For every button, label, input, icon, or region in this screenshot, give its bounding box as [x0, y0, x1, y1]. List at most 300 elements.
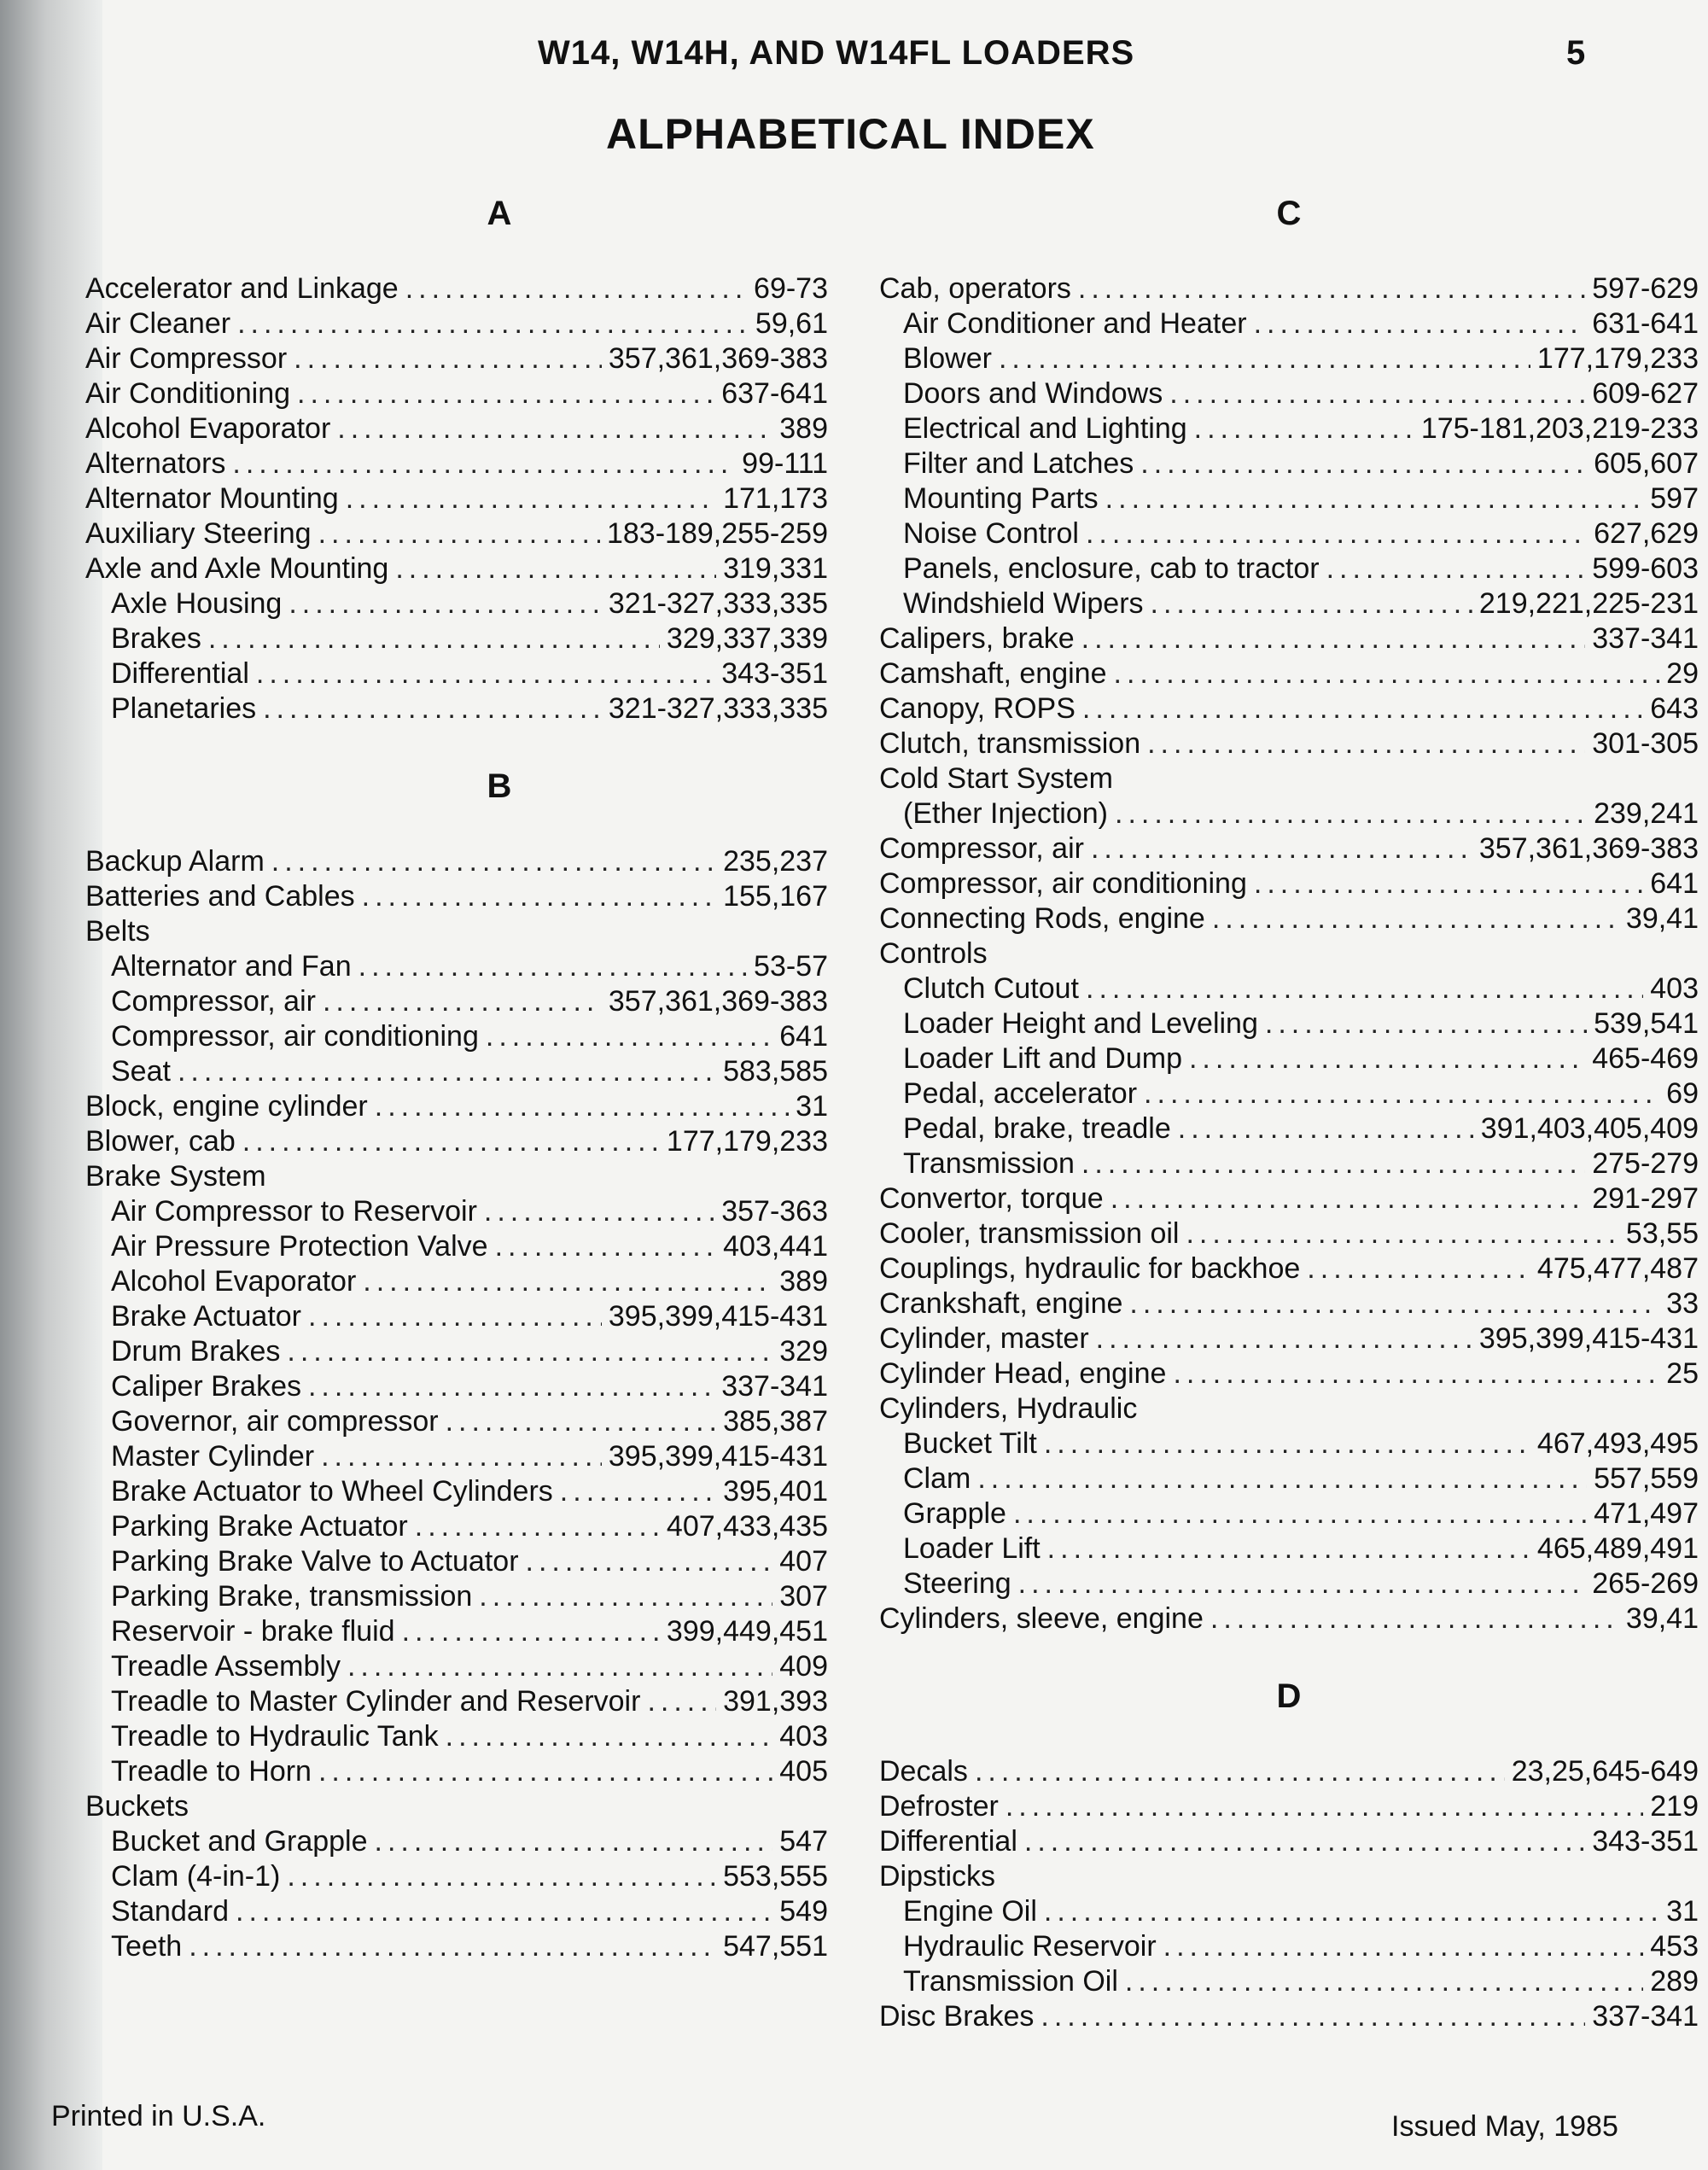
index-entry	[85, 1684, 828, 1719]
leader-dots	[242, 1124, 660, 1159]
entry-text: Air Conditioner and Heater	[903, 307, 1247, 340]
index-entry	[879, 831, 1699, 866]
entry-text: Drum Brakes	[111, 1335, 281, 1368]
leader-dots	[975, 1754, 1505, 1789]
entry-page-ref: 53-57	[754, 950, 828, 983]
index-entry	[879, 376, 1699, 411]
entry-page-ref: 183-189,255-259	[606, 517, 828, 550]
leader-dots	[446, 1719, 773, 1754]
index-entry	[879, 1894, 1699, 1929]
entry-page-ref: 31	[1666, 1895, 1699, 1928]
entry-page-ref: 69	[1666, 1077, 1699, 1110]
leader-dots	[1086, 516, 1587, 551]
entry-page-ref: 329,337,339	[666, 622, 828, 655]
leader-dots	[1265, 1006, 1587, 1041]
entry-text: Brake Actuator to Wheel Cylinders	[111, 1475, 553, 1508]
index-entry	[879, 691, 1699, 726]
entry-page-ref: 343-351	[721, 657, 828, 690]
index-entry	[879, 1286, 1699, 1321]
entry-text: Planetaries	[111, 692, 257, 725]
leader-dots	[308, 1299, 602, 1334]
leader-dots	[337, 411, 772, 446]
entry-page-ref: 319,331	[723, 552, 828, 585]
index-entry	[879, 1181, 1699, 1216]
leader-dots	[977, 1461, 1587, 1496]
index-entry	[85, 341, 828, 376]
entry-text: Noise Control	[903, 517, 1079, 550]
leader-dots	[1194, 411, 1414, 446]
entry-page-ref: 177,179,233	[666, 1125, 828, 1158]
leader-dots	[1086, 971, 1643, 1006]
leader-dots	[363, 1264, 772, 1299]
index-entry	[879, 1824, 1699, 1859]
entry-text: (Ether Injection)	[903, 797, 1108, 830]
entry-text: Air Conditioning	[85, 377, 291, 410]
entry-text: Filter and Latches	[903, 447, 1134, 480]
index-entry	[85, 411, 828, 446]
entry-text: Dipsticks	[879, 1860, 996, 1893]
leader-dots	[1163, 1929, 1644, 1964]
index-entry	[85, 1264, 828, 1299]
index-entry	[85, 271, 828, 306]
leader-dots	[375, 1089, 789, 1124]
entry-text: Blower	[903, 342, 992, 375]
entry-page-ref: 59,61	[755, 307, 828, 340]
entry-page-ref: 337-341	[721, 1370, 828, 1403]
index-entry	[879, 551, 1699, 586]
index-page	[51, 0, 1708, 2170]
entry-page-ref: 583,585	[723, 1055, 828, 1088]
index-entry	[85, 1579, 828, 1614]
entry-text: Standard	[111, 1895, 229, 1928]
entry-text: Brake System	[85, 1160, 266, 1193]
index-entry	[85, 1754, 828, 1789]
entry-page-ref: 643	[1650, 692, 1699, 725]
entry-text: Master Cylinder	[111, 1440, 315, 1473]
leader-dots	[1210, 1601, 1619, 1636]
leader-dots	[321, 1439, 602, 1474]
entry-text: Bucket Tilt	[903, 1427, 1037, 1460]
leader-dots	[237, 306, 749, 341]
leader-dots	[263, 691, 602, 726]
leader-dots	[1041, 1999, 1585, 2034]
leader-dots	[1144, 1076, 1659, 1111]
leader-dots	[1081, 1146, 1585, 1181]
leader-dots	[479, 1579, 772, 1614]
leader-dots	[484, 1194, 714, 1229]
entry-page-ref: 53,55	[1625, 1217, 1699, 1250]
index-entry	[879, 1426, 1699, 1461]
entry-page-ref: 627,629	[1594, 517, 1699, 550]
index-entry	[85, 1159, 828, 1194]
index-entry	[879, 1929, 1699, 1964]
index-entry	[85, 1614, 828, 1649]
index-entry	[879, 481, 1699, 516]
index-entry	[879, 656, 1699, 691]
leader-dots	[359, 949, 747, 984]
leader-dots	[647, 1684, 716, 1719]
leader-dots	[999, 341, 1530, 376]
entry-text: Governor, air compressor	[111, 1405, 439, 1438]
entry-page-ref: 321-327,333,335	[608, 692, 828, 725]
section-letter-b: B	[487, 767, 512, 805]
entry-text: Parking Brake Valve to Actuator	[111, 1545, 519, 1578]
entry-text: Air Compressor to Reservoir	[111, 1195, 477, 1228]
entry-page-ref: 175-181,203,219-233	[1420, 412, 1699, 445]
entry-page-ref: 609-627	[1592, 377, 1699, 410]
entry-page-ref: 235,237	[723, 845, 828, 878]
index-entry	[85, 914, 828, 949]
leader-dots	[323, 984, 602, 1019]
entry-text: Alcohol Evaporator	[85, 412, 331, 445]
index-entry	[879, 1859, 1699, 1894]
leader-dots	[1091, 831, 1472, 866]
entry-text: Parking Brake Actuator	[111, 1510, 408, 1543]
entry-text: Brakes	[111, 622, 201, 655]
entry-page-ref: 171,173	[723, 482, 828, 515]
entry-page-ref: 357,361,369-383	[608, 342, 828, 375]
index-entry	[85, 1404, 828, 1439]
entry-page-ref: 557,559	[1594, 1462, 1699, 1495]
entry-page-ref: 25	[1666, 1357, 1699, 1390]
entry-text: Cylinder Head, engine	[879, 1357, 1167, 1390]
entry-page-ref: 553,555	[723, 1860, 828, 1893]
leader-dots	[1169, 376, 1585, 411]
leader-dots	[1189, 1041, 1585, 1076]
entry-page-ref: 395,399,415-431	[1478, 1322, 1699, 1355]
entry-page-ref: 465,489,491	[1536, 1532, 1699, 1565]
entry-page-ref: 29	[1666, 657, 1699, 690]
entry-page-ref: 301-305	[1592, 727, 1699, 760]
entry-page-ref: 265-269	[1592, 1567, 1699, 1600]
leader-dots	[1044, 1426, 1530, 1461]
entry-text: Cab, operators	[879, 272, 1071, 305]
leader-dots	[271, 844, 716, 879]
entry-page-ref: 177,179,233	[1536, 342, 1699, 375]
header-title: W14, W14H, AND W14FL LOADERS	[538, 34, 1135, 72]
entry-text: Differential	[879, 1825, 1017, 1858]
leader-dots	[1110, 1181, 1586, 1216]
leader-dots	[1105, 481, 1644, 516]
entry-page-ref: 407,433,435	[666, 1510, 828, 1543]
leader-dots	[1096, 1321, 1472, 1356]
entry-page-ref: 39,41	[1625, 902, 1699, 935]
index-entry	[85, 1719, 828, 1754]
entry-page-ref: 389	[779, 412, 828, 445]
entry-text: Transmission Oil	[903, 1965, 1118, 1998]
entry-page-ref: 357,361,369-383	[1478, 832, 1699, 865]
entry-page-ref: 453	[1650, 1930, 1699, 1963]
index-entry	[85, 1649, 828, 1684]
leader-dots	[1212, 901, 1619, 936]
leader-dots	[1129, 1286, 1659, 1321]
leader-dots	[362, 879, 716, 914]
index-entry	[85, 879, 828, 914]
section-b-entries	[85, 844, 828, 1964]
entry-page-ref: 399,449,451	[666, 1615, 828, 1648]
index-entry	[879, 901, 1699, 936]
leader-dots	[232, 446, 735, 481]
leader-dots	[1044, 1894, 1659, 1929]
entry-page-ref: 357-363	[721, 1195, 828, 1228]
section-letter-a: A	[487, 195, 512, 232]
entry-page-ref: 69-73	[754, 272, 828, 305]
entry-page-ref: 219	[1650, 1790, 1699, 1823]
entry-text: Disc Brakes	[879, 2000, 1035, 2033]
index-entry	[85, 586, 828, 621]
leader-dots	[415, 1509, 660, 1544]
index-entry	[85, 844, 828, 879]
entry-text: Batteries and Cables	[85, 880, 355, 913]
leader-dots	[1151, 586, 1472, 621]
entry-text: Auxiliary Steering	[85, 517, 312, 550]
leader-dots	[405, 271, 747, 306]
index-entry	[85, 1474, 828, 1509]
leader-dots	[1178, 1111, 1474, 1146]
index-entry	[85, 1929, 828, 1964]
leader-dots	[1115, 796, 1587, 831]
entry-text: Reservoir - brake fluid	[111, 1615, 395, 1648]
index-entry	[879, 726, 1699, 761]
index-entry	[85, 1019, 828, 1054]
entry-text: Treadle to Hydraulic Tank	[111, 1720, 439, 1753]
entry-page-ref: 337-341	[1592, 622, 1699, 655]
entry-text: Axle and Axle Mounting	[85, 552, 389, 585]
section-d-entries	[879, 1754, 1699, 2034]
leader-dots	[1082, 691, 1643, 726]
entry-text: Caliper Brakes	[111, 1370, 301, 1403]
leader-dots	[308, 1369, 714, 1404]
entry-text: Canopy, ROPS	[879, 692, 1076, 725]
entry-text: Treadle Assembly	[111, 1650, 341, 1683]
index-entry	[879, 1146, 1699, 1181]
index-entry	[879, 971, 1699, 1006]
index-entry	[879, 411, 1699, 446]
entry-page-ref: 33	[1666, 1287, 1699, 1320]
index-entry	[85, 1054, 828, 1089]
index-entry	[85, 1439, 828, 1474]
entry-text: Connecting Rods, engine	[879, 902, 1205, 935]
entry-text: Brake Actuator	[111, 1300, 302, 1333]
entry-page-ref: 471,497	[1594, 1497, 1699, 1530]
entry-page-ref: 597	[1650, 482, 1699, 515]
entry-page-ref: 407	[779, 1545, 828, 1578]
leader-dots	[1013, 1496, 1587, 1531]
index-entry	[879, 1566, 1699, 1601]
index-entry	[879, 1041, 1699, 1076]
leader-dots	[1254, 866, 1643, 901]
entry-text: Controls	[879, 937, 988, 970]
leader-dots	[1125, 1964, 1643, 1999]
index-entry	[85, 1369, 828, 1404]
index-column-right	[879, 188, 1699, 2034]
running-head	[51, 34, 1708, 77]
entry-text: Couplings, hydraulic for backhoe	[879, 1252, 1301, 1285]
leader-dots	[446, 1404, 717, 1439]
page-title: ALPHABETICAL INDEX	[606, 110, 1095, 158]
index-entry	[85, 1334, 828, 1369]
entry-text: Air Compressor	[85, 342, 288, 375]
entry-page-ref: 597-629	[1592, 272, 1699, 305]
entry-text: Transmission	[903, 1147, 1075, 1180]
entry-page-ref: 549	[779, 1895, 828, 1928]
entry-page-ref: 337-341	[1592, 2000, 1699, 2033]
leader-dots	[318, 516, 600, 551]
entry-page-ref: 357,361,369-383	[608, 985, 828, 1018]
entry-page-ref: 291-297	[1592, 1182, 1699, 1215]
index-entry	[85, 481, 828, 516]
entry-page-ref: 403	[1650, 972, 1699, 1005]
entry-page-ref: 395,399,415-431	[608, 1440, 828, 1473]
index-entry	[879, 446, 1699, 481]
index-entry	[85, 1544, 828, 1579]
entry-text: Loader Lift and Dump	[903, 1042, 1182, 1075]
leader-dots	[287, 1859, 716, 1894]
index-entry	[85, 1824, 828, 1859]
entry-page-ref: 405	[779, 1755, 828, 1788]
index-entry	[879, 1754, 1699, 1789]
footer-printed: Printed in U.S.A.	[51, 2100, 266, 2132]
leader-dots	[1326, 551, 1586, 586]
entry-text: Clutch Cutout	[903, 972, 1079, 1005]
entry-text: Pedal, brake, treadle	[903, 1112, 1171, 1145]
entry-page-ref: 395,399,415-431	[608, 1300, 828, 1333]
leader-dots	[208, 621, 660, 656]
entry-text: Block, engine cylinder	[85, 1090, 368, 1123]
entry-text: Cooler, transmission oil	[879, 1217, 1180, 1250]
entry-page-ref: 547	[779, 1825, 828, 1858]
entry-text: Cylinders, sleeve, engine	[879, 1602, 1204, 1635]
entry-text: Bucket and Grapple	[111, 1825, 368, 1858]
entry-text: Alternator Mounting	[85, 482, 339, 515]
entry-text: Alcohol Evaporator	[111, 1265, 357, 1298]
index-entry	[85, 1509, 828, 1544]
leader-dots	[297, 376, 714, 411]
entry-text: Treadle to Horn	[111, 1755, 312, 1788]
index-entry	[85, 691, 828, 726]
index-entry	[85, 446, 828, 481]
leader-dots	[560, 1474, 716, 1509]
leader-dots	[347, 1649, 772, 1684]
leader-dots	[1006, 1789, 1643, 1824]
entry-text: Clutch, transmission	[879, 727, 1141, 760]
entry-text: Treadle to Master Cylinder and Reservoir	[111, 1685, 641, 1718]
leader-dots	[375, 1824, 773, 1859]
index-entry	[879, 621, 1699, 656]
entry-text: Differential	[111, 657, 249, 690]
entry-page-ref: 641	[779, 1020, 828, 1053]
index-entry	[879, 866, 1699, 901]
leader-dots	[1018, 1566, 1586, 1601]
entry-page-ref: 467,493,495	[1536, 1427, 1699, 1460]
index-entry	[879, 1321, 1699, 1356]
index-entry	[879, 1496, 1699, 1531]
entry-page-ref: 631-641	[1592, 307, 1699, 340]
index-entry	[85, 621, 828, 656]
entry-text: Hydraulic Reservoir	[903, 1930, 1157, 1963]
index-entry	[879, 1111, 1699, 1146]
leader-dots	[1081, 621, 1586, 656]
entry-text: Cylinder, master	[879, 1322, 1089, 1355]
index-entry	[879, 1461, 1699, 1496]
entry-page-ref: 395,401	[723, 1475, 828, 1508]
index-entry	[85, 1194, 828, 1229]
entry-text: Teeth	[111, 1930, 183, 1963]
index-entry	[879, 1391, 1699, 1426]
entry-page-ref: 343-351	[1592, 1825, 1699, 1858]
entry-text: Defroster	[879, 1790, 999, 1823]
entry-text: Mounting Parts	[903, 482, 1099, 515]
entry-text: Electrical and Lighting	[903, 412, 1187, 445]
entry-text: Belts	[85, 915, 150, 948]
entry-text: Alternator and Fan	[111, 950, 352, 983]
index-entry	[879, 1216, 1699, 1251]
index-entry	[85, 1859, 828, 1894]
leader-dots	[346, 481, 716, 516]
entry-page-ref: 409	[779, 1650, 828, 1683]
entry-page-ref: 275-279	[1592, 1147, 1699, 1180]
leader-dots	[318, 1754, 772, 1789]
entry-page-ref: 475,477,487	[1536, 1252, 1699, 1285]
entry-text: Clam (4-in-1)	[111, 1860, 281, 1893]
entry-page-ref: 239,241	[1594, 797, 1699, 830]
leader-dots	[526, 1544, 773, 1579]
entry-text: Compressor, air conditioning	[111, 1020, 479, 1053]
entry-text: Cylinders, Hydraulic	[879, 1392, 1138, 1425]
entry-page-ref: 155,167	[723, 880, 828, 913]
index-entry	[879, 1076, 1699, 1111]
entry-page-ref: 599-603	[1592, 552, 1699, 585]
index-entry	[879, 1531, 1699, 1566]
entry-text: Doors and Windows	[903, 377, 1163, 410]
leader-dots	[1173, 1356, 1659, 1391]
index-entry	[879, 1601, 1699, 1636]
leader-dots	[1307, 1251, 1530, 1286]
index-entry	[879, 341, 1699, 376]
entry-page-ref: 389	[779, 1265, 828, 1298]
entry-text: Windshield Wipers	[903, 587, 1144, 620]
index-entry	[85, 984, 828, 1019]
entry-text: Air Pressure Protection Valve	[111, 1230, 488, 1263]
index-entry	[879, 586, 1699, 621]
entry-page-ref: 23,25,645-649	[1511, 1755, 1699, 1788]
index-entry	[85, 1299, 828, 1334]
leader-dots	[402, 1614, 660, 1649]
entry-page-ref: 547,551	[723, 1930, 828, 1963]
entry-page-ref: 641	[1650, 867, 1699, 900]
leader-dots	[1047, 1531, 1530, 1566]
entry-page-ref: 391,393	[723, 1685, 828, 1718]
entry-text: Buckets	[85, 1790, 189, 1823]
index-entry	[85, 1124, 828, 1159]
index-entry	[85, 1089, 828, 1124]
index-entry	[85, 656, 828, 691]
index-entry	[879, 1006, 1699, 1041]
leader-dots	[1186, 1216, 1618, 1251]
entry-page-ref: 465-469	[1592, 1042, 1699, 1075]
entry-text: Seat	[111, 1055, 171, 1088]
index-entry	[85, 949, 828, 984]
entry-text: Loader Lift	[903, 1532, 1041, 1565]
index-entry	[879, 306, 1699, 341]
section-c-entries	[879, 271, 1699, 1636]
entry-text: Parking Brake, transmission	[111, 1580, 473, 1613]
leader-dots	[495, 1229, 717, 1264]
entry-text: Backup Alarm	[85, 845, 265, 878]
entry-text: Compressor, air	[111, 985, 316, 1018]
entry-page-ref: 403,441	[723, 1230, 828, 1263]
index-entry	[879, 1251, 1699, 1286]
